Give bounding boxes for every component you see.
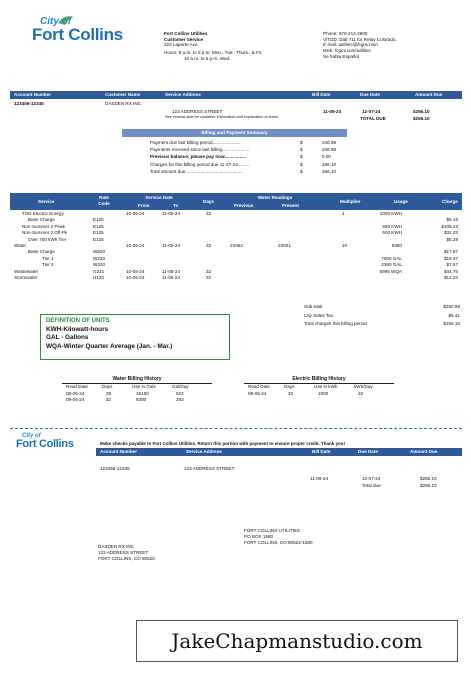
summary-row-currency: $ <box>300 154 303 160</box>
totals-value: $250.69 <box>443 304 460 309</box>
company-info <box>164 31 314 62</box>
col-previous: Previous <box>234 203 254 208</box>
company-address: 222 Laporte Ave. <box>164 42 199 48</box>
summary-row-currency: $ <box>300 161 303 167</box>
stub-logo <box>14 430 84 452</box>
service-row-days: 32 <box>206 268 212 274</box>
summary-row-amount: 246.99 <box>322 140 337 145</box>
stub-col-account-number: Account Number <box>100 449 138 454</box>
company-dept: Customer Service <box>164 36 204 42</box>
service-row-charge: $17.87 <box>443 249 458 255</box>
electric-history-cell: 1000 <box>318 391 329 396</box>
totals-label: Sub-total <box>304 304 323 309</box>
service-row-usage: 500 KWH <box>382 223 402 229</box>
service-row-charge: $12.23 <box>443 275 458 280</box>
col-water-readings: Water Readings <box>257 195 293 200</box>
service-row-usage: 1000 KWH <box>379 211 402 216</box>
service-row-rate: E125 <box>93 236 104 242</box>
contact-email[interactable]: E-mail: utilities@fcgov.com <box>323 42 378 48</box>
service-row-name: Over 700 kWh Tier <box>28 236 67 242</box>
col-rate-code: Rate Code <box>98 195 110 206</box>
logo-city-text: City of <box>40 16 72 27</box>
stub-col-amount-due: Amount Due <box>410 449 438 454</box>
summary-row-amount: 256.10 <box>322 161 337 167</box>
stub-instruction: Make checks payable to Fort Collins Utilities. Return this portion with payment to ensure proper credit. Thank you! <box>100 441 346 446</box>
water-history <box>62 376 212 410</box>
service-row-usage: 7000 GAL <box>381 255 402 261</box>
unit-kwh: KWH-Kilowatt-hours <box>46 325 109 333</box>
totals-value: $256.10 <box>443 321 460 327</box>
service-row-days: 32 <box>206 275 212 280</box>
company-hours: Hours: 8 a.m. to 5 p.m. Mon., Tue., Thurs., & Fri. <box>164 50 263 56</box>
service-row-rate: E125 <box>93 223 104 229</box>
service-row-multiplier: 10 <box>342 243 348 248</box>
service-row-name: Base Charge <box>28 217 55 223</box>
summary-row-label: Charges for this billing period due 11-27-24......... <box>150 161 250 167</box>
stub-bill-date: 11-09-24 <box>310 476 329 481</box>
col-amount-due: Amount Due <box>415 92 443 97</box>
service-row-present: 23001 <box>278 243 291 248</box>
water-history-header-cell: Read Date <box>66 384 88 389</box>
remit-line-2: PO BOX 1580 <box>244 533 274 539</box>
water-history-cell: 9380 <box>136 397 147 403</box>
company-hours-wed: 10 a.m. to 5 p.m. Wed. <box>184 55 231 61</box>
electric-history-cell: 32 <box>358 391 364 396</box>
logo-name-text: Fort Collins <box>32 25 123 44</box>
water-history-header-cell: Days <box>102 384 113 389</box>
company-logo <box>18 14 128 54</box>
electric-history-headers <box>244 384 394 391</box>
contact-web[interactable]: Web: fcgov.com/utilities <box>323 48 371 54</box>
service-row-charge: $44.75 <box>443 268 458 274</box>
water-history-cell: 15150 <box>136 391 149 396</box>
service-row-usage: 6995 WQA <box>379 268 402 274</box>
tear-line <box>10 428 462 429</box>
stub-col-due-date: Due Date <box>358 449 378 454</box>
service-row-charge: $5.28 <box>446 236 458 242</box>
bill-date: 11-09-24 <box>323 109 342 114</box>
summary-row-amount: 246.99 <box>322 147 337 153</box>
electric-history-title: Electric Billing History <box>292 376 346 382</box>
service-row-to: 11-05-24 <box>162 211 181 216</box>
col-service: Service <box>38 199 55 204</box>
remit-address <box>244 528 313 546</box>
col-customer-name: Customer Name <box>105 92 141 97</box>
col-service-address: Service Address <box>165 92 201 97</box>
stub-table-header <box>96 448 462 456</box>
summary-row-currency: $ <box>300 168 303 174</box>
water-history-header-cell: Use in Gals <box>132 384 156 389</box>
service-row-rate: H120 <box>93 275 104 280</box>
col-multiplier: Multiplier <box>340 199 361 204</box>
service-row-name: Tier 2 <box>42 262 54 268</box>
service-row-charge: $32.23 <box>443 230 458 236</box>
service-row-from: 10-05-24 <box>126 268 145 274</box>
service-row-name: Tier 1 <box>42 255 54 261</box>
service-row-usage: 2380 GAL <box>381 262 402 268</box>
stub-service-address: 123 ADDRESS STREET <box>184 466 235 471</box>
account-table-header <box>10 91 462 99</box>
col-service-date: Service Date <box>145 195 173 200</box>
totals-label: City Sales Tax <box>304 312 334 318</box>
summary-row-amount: 256.10 <box>322 168 337 174</box>
stub-total-due-label: Total due: <box>362 483 382 488</box>
summary-row-currency: $ <box>300 140 303 145</box>
unit-wqa: WQA-Winter Quarter Average (Jan. - Mar.) <box>46 342 173 350</box>
service-row-name: Stormwater <box>14 275 38 280</box>
totals-value: $5.41 <box>448 312 460 318</box>
summary-row-label: Payments received since last billing..... ............... <box>150 147 250 153</box>
contact-info <box>323 31 463 60</box>
total-due-value: $256.10 <box>413 116 430 121</box>
summary-title: Billing and Payment Summary <box>122 129 347 137</box>
customer-line-1: DASDEN RX INC <box>98 544 134 549</box>
service-row-name: TOD Electric Energy <box>22 211 64 216</box>
col-usage: Usage <box>394 199 408 204</box>
summary-row-amount: 0.00 <box>322 154 331 160</box>
service-row-to: 11-05-24 <box>162 275 181 280</box>
reverse-note: See reverse side for customer information and explanation of terms <box>165 115 279 119</box>
customer-name: DASDEN RX INC <box>105 101 141 106</box>
stub-col-service-address: Service Address <box>186 449 222 454</box>
electric-history-header-cell: kWh/Day <box>354 384 373 389</box>
service-row-name: Non-Summer 2 Off-Pk <box>22 230 68 236</box>
summary-row-label: Previous balance; please pay now................. <box>150 154 247 160</box>
service-row-from: 10-05-24 <box>126 243 145 248</box>
summary-rows <box>150 140 350 180</box>
electric-history-header-cell: Use in kWh <box>314 384 338 389</box>
water-history-cell: 32 <box>106 397 112 403</box>
water-history-cell: 09-05-24 <box>66 397 85 403</box>
service-row-charge: $105.23 <box>441 223 458 229</box>
service-row-usage: 500 KWH <box>382 230 402 236</box>
stub-total-due: $256.10 <box>420 483 437 488</box>
electric-history <box>244 376 394 410</box>
totals <box>304 304 460 334</box>
service-row-rate: E125 <box>93 217 104 223</box>
water-history-cell: 08-05-24 <box>66 391 85 396</box>
water-history-header-cell: Gal/Day <box>172 384 189 389</box>
service-row-name: Wastewater <box>14 268 39 274</box>
stub-col-bill-date: Bill Date <box>312 449 331 454</box>
service-row-name: Base Charge <box>28 249 55 255</box>
totals-label: Total charges this billing period <box>304 321 367 327</box>
col-account-number: Account Number <box>14 92 52 97</box>
service-row-from: 10-05-24 <box>126 275 145 280</box>
water-history-cell: 522 <box>176 391 184 396</box>
contact-spanish: Se habla Español <box>323 53 360 59</box>
service-row-days: 32 <box>206 243 212 248</box>
electric-history-rows <box>244 391 394 407</box>
service-row-to: 11-05-24 <box>162 268 181 274</box>
electric-history-header-cell: Days <box>284 384 295 389</box>
stub-logo-name: Fort Collins <box>16 438 74 450</box>
contact-tdd: V/TDD: Dial 711 for Relay Colorado. <box>323 36 397 42</box>
electric-history-cell: 32 <box>288 391 294 396</box>
col-from: From <box>138 203 150 208</box>
electric-history-header-cell: Read Date <box>248 384 270 389</box>
company-name: Fort Collins Utilities <box>164 31 208 36</box>
col-due-date: Due Date <box>360 92 380 97</box>
service-row-multiplier: 1 <box>342 211 345 216</box>
units-title: DEFINITION OF UNITS <box>46 318 110 324</box>
service-row-usage: 9380 <box>391 243 402 248</box>
service-row-name: Water <box>14 243 27 248</box>
summary-row-label: Payment due last billing period...................... <box>150 140 241 145</box>
service-row-charge: $7.57 <box>446 262 458 268</box>
service-row-days: 32 <box>206 211 212 216</box>
service-row-rate: W220 <box>93 255 106 261</box>
remit-line-3: FORT COLLINS, CO 80522-1580 <box>244 539 313 545</box>
water-history-headers <box>62 384 212 391</box>
service-table-header <box>10 193 462 210</box>
watermark-banner: JakeChapmanstudio.com <box>136 620 458 662</box>
water-history-cell: 29 <box>106 391 112 396</box>
service-row-previous: 22062 <box>230 243 243 248</box>
water-history-rows <box>62 391 212 407</box>
col-to: To <box>173 203 179 208</box>
due-date: 12-07-24 <box>362 109 381 114</box>
service-row-name: Non-Summer 2 Peak <box>22 223 65 229</box>
water-history-cell: 293 <box>176 397 184 403</box>
contact-phone: Phone: 970-212-2900 <box>323 31 368 36</box>
unit-gal: GAL - Gallons <box>46 334 89 342</box>
col-bill-date: Bill Date <box>312 92 331 97</box>
account-number: 123456-12345 <box>14 101 44 106</box>
stub-due-date: 12-07-24 <box>362 476 381 481</box>
service-row-to: 11-05-24 <box>162 243 181 248</box>
customer-mailing-address <box>98 544 155 562</box>
service-row-rate: W220 <box>93 262 106 268</box>
electric-history-cell: 09-05-24 <box>248 391 267 396</box>
customer-line-2: 123 ADDRESS STREET <box>98 549 149 555</box>
col-charge: Charge <box>442 199 458 204</box>
service-address: 123 ADDRESS STREET <box>172 109 223 114</box>
units-definition-box <box>40 314 230 360</box>
service-row-rate: E125 <box>93 230 104 236</box>
service-row-rate: G221 <box>93 268 105 274</box>
summary-row-label: Total amount due............................................. <box>150 168 243 174</box>
service-row-rate: W820 <box>93 249 106 255</box>
water-history-title: Water Billing History <box>112 376 162 382</box>
amount-due: $256.10 <box>413 109 430 114</box>
total-due-label: TOTAL DUE <box>360 116 386 121</box>
stub-amount-due: $256.10 <box>420 476 437 481</box>
service-row-from: 10-05-24 <box>126 211 145 216</box>
summary-row-currency: $ <box>300 147 303 153</box>
stub-account-number: 123456-12345 <box>100 466 130 471</box>
col-present: Present <box>282 203 299 208</box>
remit-line-1: FORT COLLINS UTILITIES <box>244 528 300 533</box>
customer-line-3: FORT COLLINS, CO 80526 <box>98 555 155 561</box>
service-rows <box>10 211 462 293</box>
service-row-charge: $19.37 <box>443 255 458 261</box>
service-row-charge: $6.16 <box>446 217 458 223</box>
col-days: Days <box>203 199 214 204</box>
stub-logo-city: City of <box>22 433 41 439</box>
